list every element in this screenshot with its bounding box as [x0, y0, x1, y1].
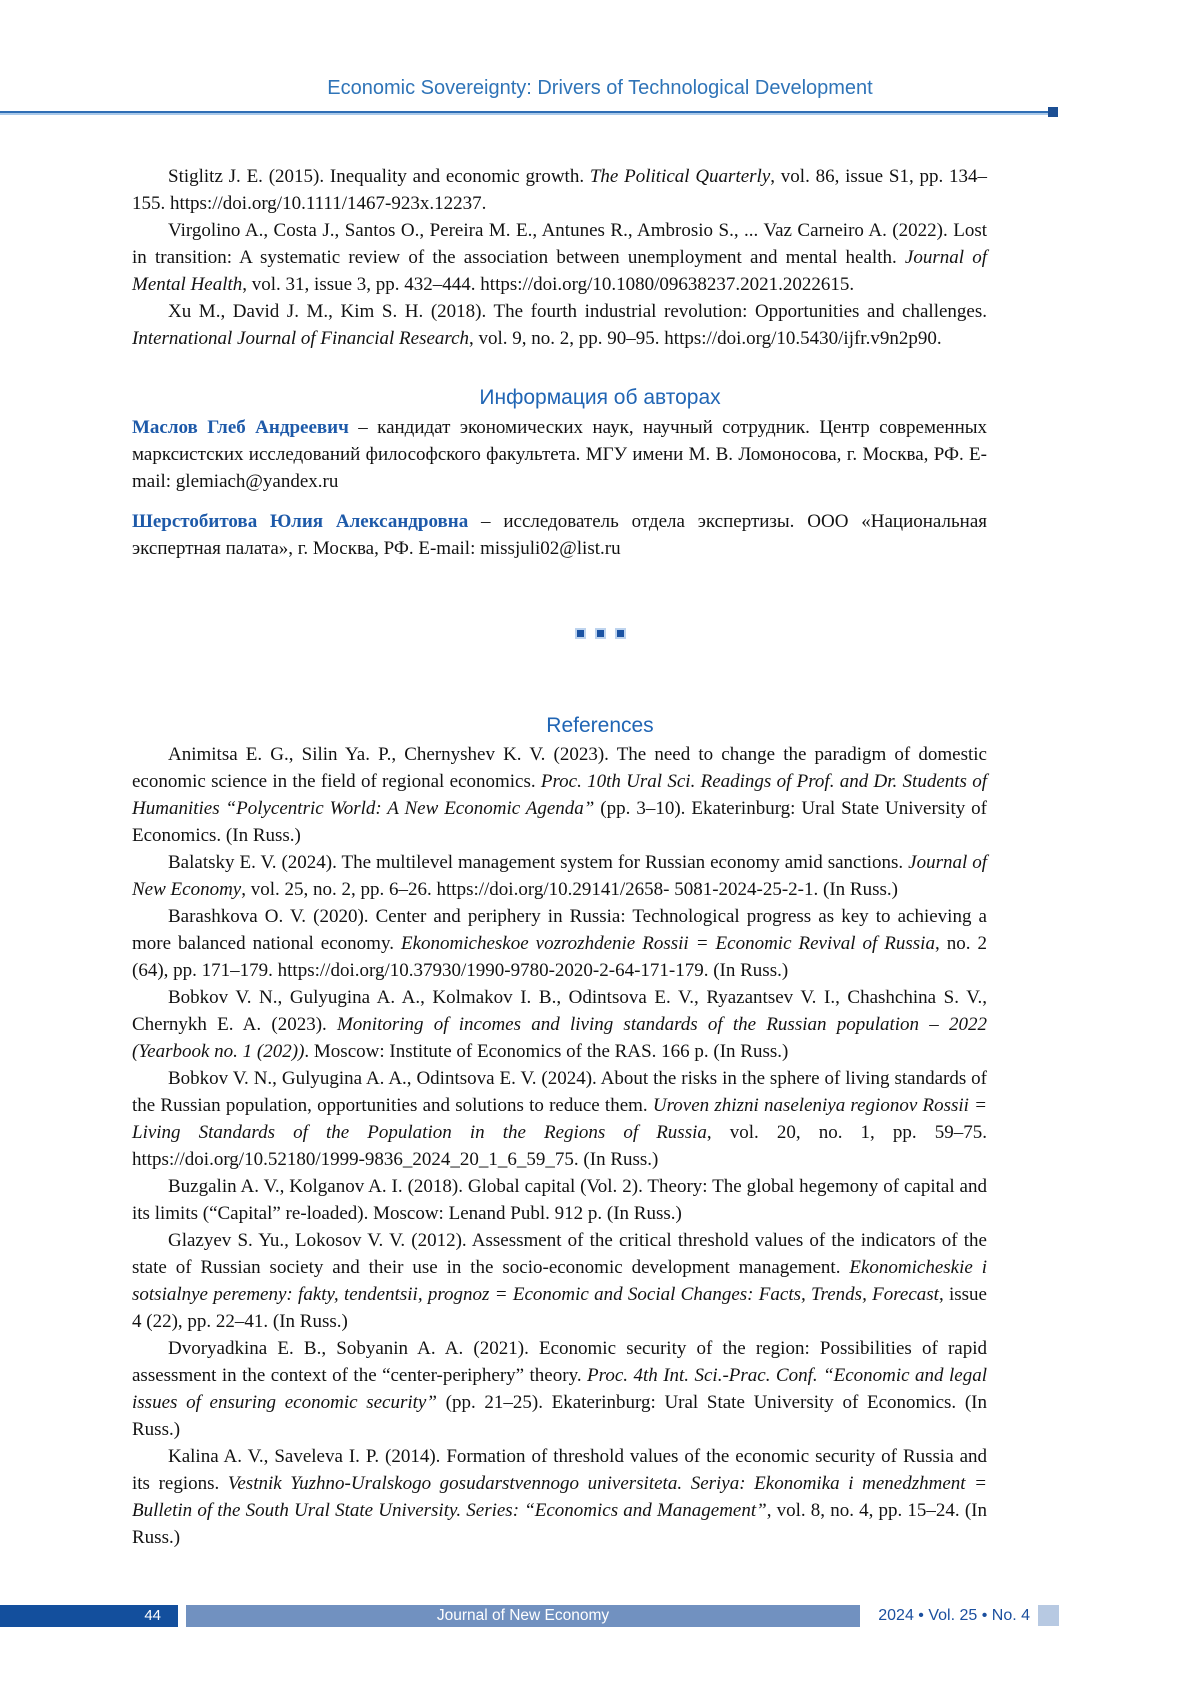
reference-item: Dvoryadkina E. B., Sobyanin A. A. (2021). Economic security of the region: Possibilities of rapid assessment in the context of the “center-periphery” theory. Proc. 4th Int. Sci.-Prac. Conf. “Economic and legal issues of ensuring economic security” (pp. 21–25). Ekaterinburg: Ural State University of Economics. (In Russ.): [132, 1338, 987, 1440]
authors-section-heading: Информация об авторах: [479, 386, 721, 409]
author-name: Шерстобитова Юлия Александровна: [132, 511, 469, 532]
reference-item: Glazyev S. Yu., Lokosov V. V. (2012). Assessment of the critical threshold values of the indicators of the state of Russian society and their use in the socio-economic development management. Ekonomicheskie i sotsialnye peremeny: fakty, tendentsii, prognoz = Economic and Social Changes: Facts, Trends, Forecast, issue 4 (22), pp. 22–41. (In Russ.): [132, 1230, 987, 1332]
reference-item: Bobkov V. N., Gulyugina A. A., Kolmakov I. B., Odintsova E. V., Ryazantsev V. I., Chashchina S. V., Chernykh E. A. (2023). Monitoring of incomes and living standards of the Russian population – 2022 (Yearbook no. 1 (202)). Moscow: Institute of Economics of the RAS. 166 p. (In Russ.): [132, 987, 987, 1062]
reference-item: Kalina A. V., Saveleva I. P. (2014). Formation of threshold values of the economic security of Russia and its regions. Vestnik Yuzhno-Uralskogo gosudarstvennogo universiteta. Seriya: Ekonomika i menedzhment = Bulletin of the South Ural State University. Series: “Economics and Management”, vol. 8, no. 4, pp. 15–24. (In Russ.): [132, 1446, 988, 1548]
footer-accent-square-icon: [1038, 1605, 1059, 1626]
reference-item: Animitsa E. G., Silin Ya. P., Chernyshev K. V. (2023). The need to change the paradigm of domestic economic science in the field of regional economics. Proc. 10th Ural Sci. Readings of Prof. and Dr. Students of Humanities “Polycentric World: A New Economic Agenda” (pp. 3–10). Ekaterinburg: Ural State University of Economics. (In Russ.): [132, 744, 987, 846]
header-rule: [0, 111, 1049, 115]
authors-info-block: [132, 414, 987, 562]
footer-issue-info: 2024 • Vol. 25 • No. 4: [878, 1607, 1030, 1624]
author-bio: – исследователь отдела экспертизы. ООО «Национальная экспертная палата», г. Москва, РФ. E-mail: missjuli02@list.ru: [132, 511, 987, 559]
closing-references-list: [132, 163, 987, 352]
reference-item: Balatsky E. V. (2024). The multilevel management system for Russian economy amid sanctions. Journal of New Economy, vol. 25, no. 2, pp. 6–26. https://doi.org/10.29141/2658- 5081-2024-25-2-1. (In Russ.): [132, 852, 988, 900]
reference-item: Virgolino A., Costa J., Santos O., Pereira M. E., Antunes R., Ambrosio S., ... Vaz Carneiro A. (2022). Lost in transition: A systematic review of the association between unemployment and mental health. Journal of Mental Health, vol. 31, issue 3, pp. 432–444. https://doi.org/10.1080/09638237.2021.2022615.: [132, 220, 987, 295]
square-dot-icon: [595, 628, 606, 639]
reference-item: Stiglitz J. E. (2015). Inequality and economic growth. The Political Quarterly, vol. 86, issue S1, pp. 134–155. https://doi.org/10.1111/1467-923x.12237.: [132, 166, 987, 214]
footer-journal-name: Journal of New Economy: [186, 1605, 860, 1627]
running-head: Economic Sovereignty: Drivers of Technological Development: [327, 77, 873, 99]
footer-page-number: 44: [0, 1605, 178, 1627]
section-separator-dots-icon: [0, 628, 1200, 639]
author-name: Маслов Глеб Андреевич: [132, 417, 349, 438]
author-entry: [132, 508, 987, 562]
author-bio: – кандидат экономических наук, научный сотрудник. Центр современных марксистских исследований философского факультета. МГУ имени М. В. Ломоносова, г. Москва, РФ. E-mail: glemiach@yandex.ru: [132, 417, 987, 492]
reference-item: Bobkov V. N., Gulyugina A. A., Odintsova E. V. (2024). About the risks in the sphere of living standards of the Russian population, opportunities and solutions to reduce them. Uroven zhizni naseleniya regionov Rossii = Living Standards of the Population in the Regions of Russia, vol. 20, no. 1, pp. 59–75. https://doi.org/10.52180/1999-9836_2024_20_1_6_59_75. (In Russ.): [132, 1068, 988, 1170]
reference-item: Buzgalin A. V., Kolganov A. I. (2018). Global capital (Vol. 2). Theory: The global hegemony of capital and its limits (“Capital” re-loaded). Moscow: Lenand Publ. 912 p. (In Russ.): [132, 1176, 987, 1224]
square-dot-icon: [575, 628, 586, 639]
square-dot-icon: [615, 628, 626, 639]
header-rule-square-icon: [1048, 107, 1058, 117]
references-section-heading: References: [546, 714, 654, 737]
author-entry: [132, 414, 987, 495]
reference-item: Xu M., David J. M., Kim S. H. (2018). The fourth industrial revolution: Opportunities and challenges. International Journal of Financial Research, vol. 9, no. 2, pp. 90–95. https://doi.org/10.5430/ijfr.v9n2p90.: [132, 301, 987, 349]
references-list: [132, 741, 987, 1551]
reference-item: Barashkova O. V. (2020). Center and periphery in Russia: Technological progress as key to achieving a more balanced national economy. Ekonomicheskoe vozrozhdenie Rossii = Economic Revival of Russia, no. 2 (64), pp. 171–179. https://doi.org/10.37930/1990-9780-2020-2-64-171-179. (In Russ.): [132, 906, 987, 981]
